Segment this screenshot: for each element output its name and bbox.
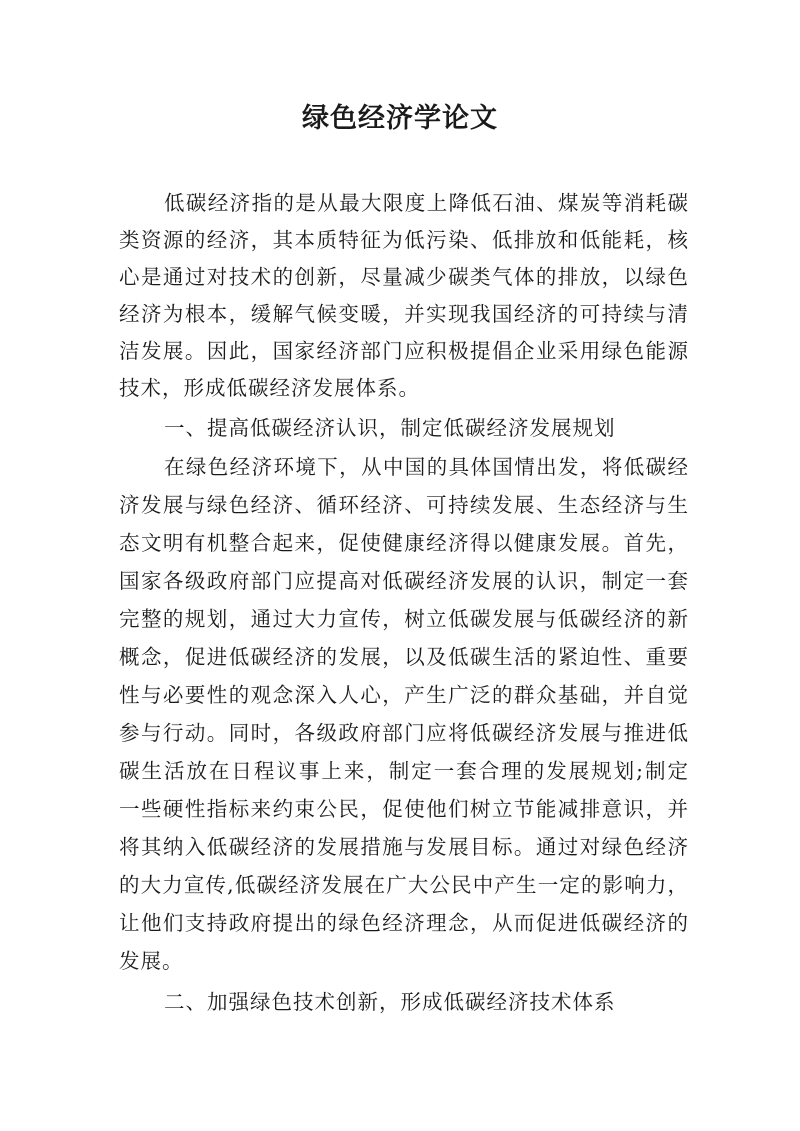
- paragraph-line: 国家各级政府部门应提高对低碳经济发展的认识，制定一套: [119, 569, 689, 593]
- paragraph-line: 参与行动。同时，各级政府部门应将低碳经济发展与推进低: [119, 721, 689, 745]
- paragraph-line: 一些硬性指标来约束公民，促使他们树立节能减排意识，并: [119, 797, 689, 821]
- paragraph-line: 济发展与绿色经济、循环经济、可持续发展、生态经济与生: [119, 493, 689, 517]
- paragraph-line: 技术，形成低碳经济发展体系。: [119, 376, 420, 400]
- paragraph-line: 碳生活放在日程议事上来，制定一套合理的发展规划;制定: [119, 759, 689, 783]
- document-title: 绿色经济学论文: [302, 103, 498, 134]
- paragraph-line: 的大力宣传,低碳经济发展在广大公民中产生一定的影响力，: [119, 873, 689, 897]
- paragraph-line: 经济为根本，缓解气候变暖，并实现我国经济的可持续与清: [119, 302, 689, 326]
- paragraph-line: 将其纳入低碳经济的发展措施与发展目标。通过对绿色经济: [119, 835, 689, 859]
- paragraph-line: 态文明有机整合起来，促使健康经济得以健康发展。首先，: [119, 531, 689, 555]
- paragraph-line: 低碳经济指的是从最大限度上降低石油、煤炭等消耗碳: [164, 191, 689, 215]
- paragraph-line: 让他们支持政府提出的绿色经济理念，从而促进低碳经济的: [119, 911, 689, 935]
- paragraph-line: 类资源的经济，其本质特征为低污染、低排放和低能耗，核: [119, 228, 689, 252]
- section-heading: 一、提高低碳经济认识，制定低碳经济发展规划: [164, 416, 616, 440]
- paragraph-line: 发展。: [119, 949, 184, 973]
- paragraph-line: 性与必要性的观念深入人心，产生广泛的群众基础，并自觉: [119, 683, 689, 707]
- paragraph-line: 洁发展。因此，国家经济部门应积极提倡企业采用绿色能源: [119, 339, 689, 363]
- paragraph-line: 完整的规划，通过大力宣传，树立低碳发展与低碳经济的新: [119, 607, 689, 631]
- paragraph-line: 在绿色经济环境下，从中国的具体国情出发，将低碳经: [164, 455, 689, 479]
- paragraph-line: 概念，促进低碳经济的发展，以及低碳生活的紧迫性、重要: [119, 645, 689, 669]
- paragraph-line: 心是通过对技术的创新，尽量减少碳类气体的排放，以绿色: [119, 265, 689, 289]
- section-heading: 二、加强绿色技术创新，形成低碳经济技术体系: [164, 990, 616, 1014]
